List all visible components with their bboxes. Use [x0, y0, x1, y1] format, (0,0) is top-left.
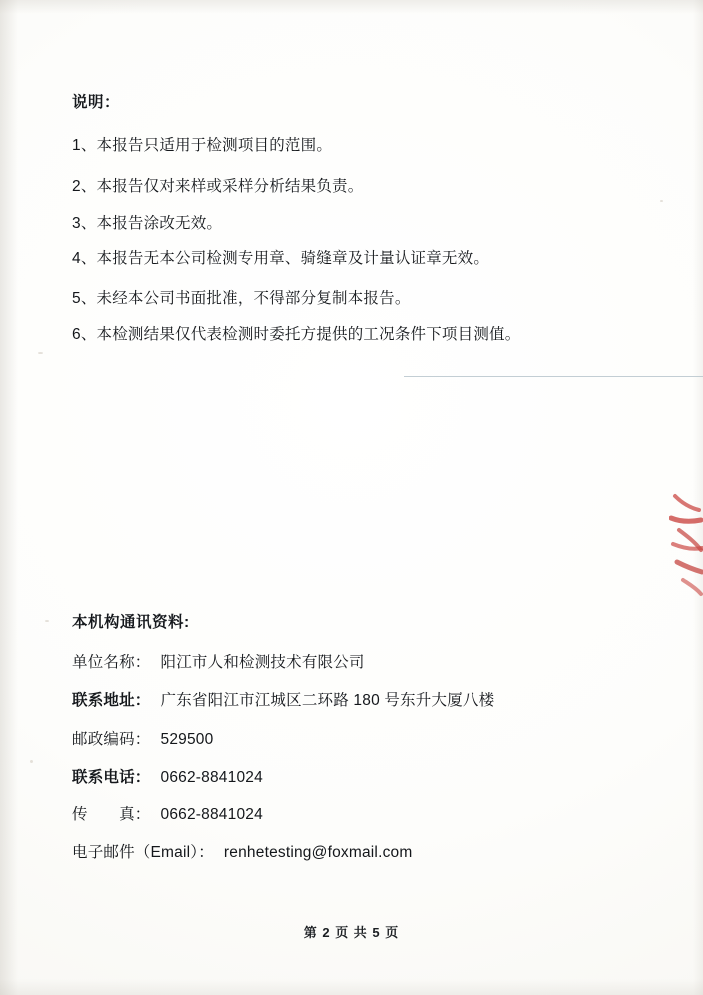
contact-label: 电子邮件（Email）： [72, 844, 214, 861]
contact-label: 联系电话： [72, 769, 151, 786]
contact-row-postcode [72, 727, 213, 749]
note-item: 1、本报告只适用于检测项目的范围。 [72, 137, 333, 154]
contact-row-company-name [72, 650, 365, 672]
contact-row-fax [72, 802, 263, 824]
contact-value: renhetesting@foxmail.com [223, 844, 413, 861]
contact-row-address [72, 688, 494, 710]
scan-speck [660, 200, 663, 202]
contact-label: 联系地址： [72, 692, 151, 709]
scan-speck [45, 620, 49, 622]
note-item: 3、本报告涂改无效。 [72, 215, 223, 232]
red-seal-stamp-fragment [669, 492, 703, 602]
scan-speck [30, 760, 33, 763]
contact-value: 阳江市人和检测技术有限公司 [160, 654, 365, 671]
note-item: 6、本检测结果仅代表检测时委托方提供的工况条件下项目测值。 [72, 326, 521, 343]
scan-edge-top [0, 0, 703, 14]
scan-edge-left [0, 0, 18, 995]
contact-row-email [72, 840, 412, 862]
contact-heading: 本机构通讯资料: [72, 614, 190, 631]
note-item: 2、本报告仅对来样或采样分析结果负责。 [72, 178, 364, 195]
contact-value: 0662-8841024 [160, 806, 263, 823]
contact-label: 单位名称： [72, 654, 151, 671]
scan-edge-right [693, 0, 703, 995]
contact-value: 0662-8841024 [160, 769, 263, 786]
scan-speck [38, 352, 43, 354]
page-footer: 第 2 页 共 5 页 [303, 925, 400, 940]
scan-edge-bottom [0, 979, 703, 995]
note-item: 4、本报告无本公司检测专用章、骑缝章及计量认证章无效。 [72, 250, 490, 267]
note-item: 5、未经本公司书面批准，不得部分复制本报告。 [72, 290, 411, 307]
scan-hairline [404, 376, 703, 377]
contact-value: 广东省阳江市江城区二环路 180 号东升大厦八楼 [160, 692, 495, 709]
contact-label: 邮政编码： [72, 731, 151, 748]
contact-label: 传 真： [72, 806, 151, 823]
contact-row-phone [72, 765, 263, 787]
notes-heading: 说明： [72, 94, 121, 111]
contact-value: 529500 [160, 731, 214, 748]
